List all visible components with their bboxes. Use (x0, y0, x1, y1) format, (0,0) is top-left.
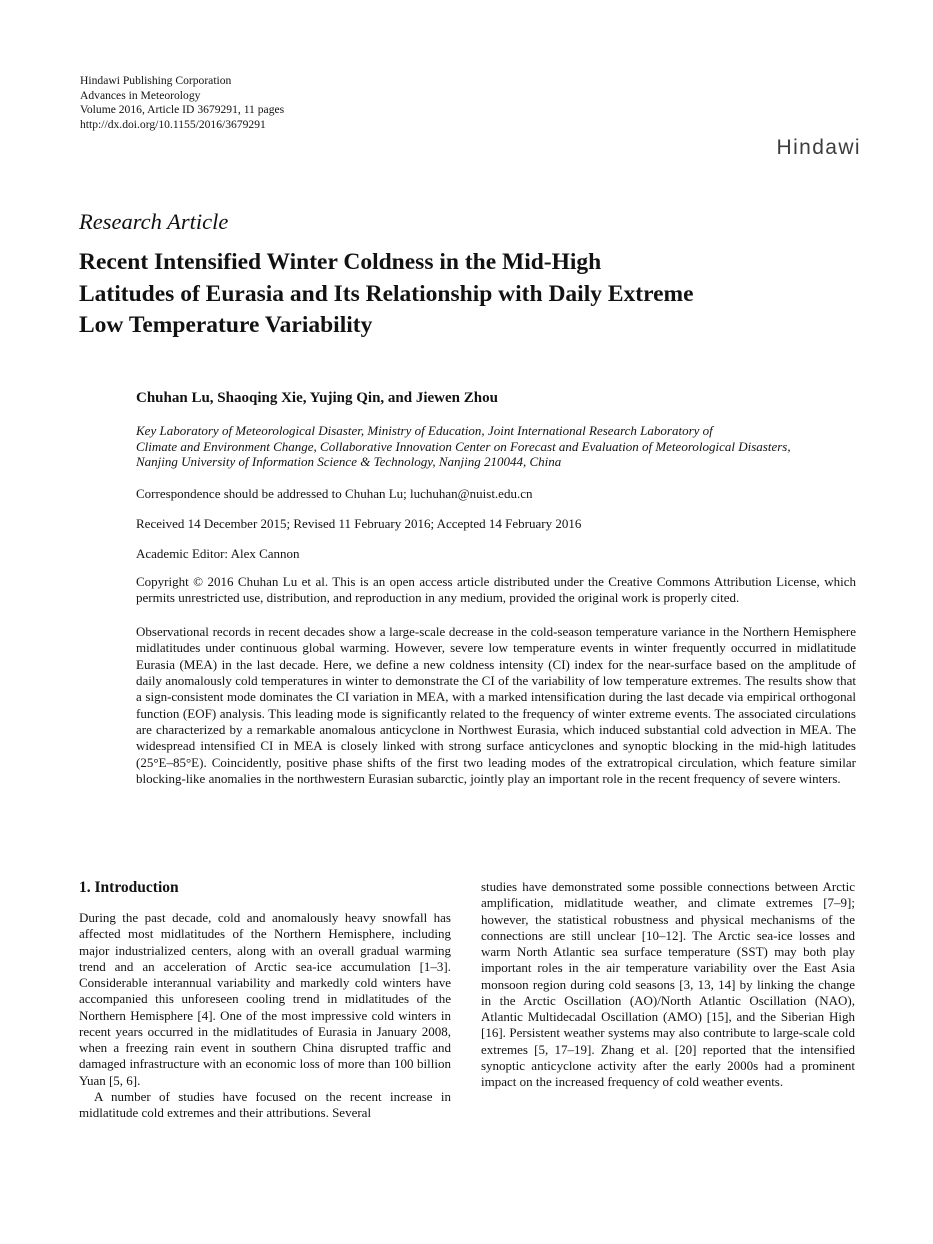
article-title (79, 247, 694, 342)
affiliation-line-1: Key Laboratory of Meteorological Disaster, Ministry of Education, Joint International Research Laboratory of (136, 423, 713, 438)
affiliation-line-2: Climate and Environment Change, Collaborative Innovation Center on Forecast and Evaluation of Meteorological Disasters, (136, 438, 791, 454)
intro-paragraph-2: A number of studies have focused on the recent increase in midlatitude cold extremes and their attributions. Several (79, 1088, 451, 1120)
article-type-label: Research Article (79, 209, 229, 234)
affiliation-line-3: Nanjing University of Information Science & Technology, Nanjing 210044, China (136, 454, 562, 470)
body-column-left (79, 879, 451, 1121)
journal-header (80, 74, 284, 132)
section-heading-introduction: 1. Introduction (79, 879, 179, 896)
academic-editor-line: Academic Editor: Alex Cannon (136, 546, 300, 561)
publisher-name: Hindawi Publishing Corporation (80, 74, 232, 87)
correspondence-line: Correspondence should be addressed to Chuhan Lu; luchuhan@nuist.edu.cn (136, 486, 533, 501)
intro-paragraph-2-continued: studies have demonstrated some possible connections between Arctic amplification, midlatitude weather, and climate extremes [7–9]; however, the statistical robustness and physical mechanisms of the connections are still unclear [10–12]. The Arctic sea-ice losses and warm North Atlantic sea surface temperature (SST) may both play important roles in the air temperature variability over the East Asia monsoon region during cold seasons [3, 13, 14] by linking the change in the Arctic Oscillation (AO)/North Atlantic Oscillation (NAO), Atlantic Multidecadal Oscillation (AMO) [15], and the Siberian High [16]. Persistent weather systems may also contribute to large-scale cold extremes [5, 17–19]. Zhang et al. [20] reported that the intensified synoptic anticyclone activity after the early 2000s had a prominent impact on the increased frequency of cold weather events. (481, 879, 855, 1089)
abstract-text: Observational records in recent decades show a large-scale decrease in the cold-season temperature variance in the Northern Hemisphere midlatitudes under continuous global warming. However, severe low temperature events in winter frequently occurred in midlatitude Eurasia (MEA) in the last decade. Here, we define a new coldness intensity (CI) index for the near-surface based on the amplitude of daily anomalously cold temperatures in winter to demonstrate the CI of the variability of low temperature extremes. The results show that a sign-consistent mode dominates the CI variation in MEA, with a marked intensification during the last decade via empirical orthogonal function (EOF) analysis. This leading mode is significantly related to the frequency of winter extreme events. The associated circulations are characterized by a remarkable anomalous anticyclone in Northwest Eurasia, which induced substantial cold advection in MEA. The widespread intensified CI in MEA is closely linked with strong surface anticyclones and synoptic blocking in the mid-high latitudes (25°E–85°E). Coincidently, positive phase shifts of the first two leading modes of the extratropical circulation, which feature similar blocking-like anomalies in the northwestern Eurasian subarctic, jointly play an important role in the recent frequency of severe winters. (136, 624, 856, 787)
journal-name: Advances in Meteorology (80, 88, 201, 102)
author-list: Chuhan Lu, Shaoqing Xie, Yujing Qin, and Jiewen Zhou (136, 390, 498, 406)
affiliation (136, 423, 791, 470)
copyright-notice: Copyright © 2016 Chuhan Lu et al. This is an open access article distributed under the Creative Commons Attribution License, which permits unrestricted use, distribution, and reproduction in any medium, provided the original work is properly cited. (136, 574, 856, 606)
hindawi-logo: Hindawi (776, 136, 861, 159)
article-title-line-2: Latitudes of Eurasia and Its Relationship with Daily Extreme (79, 280, 694, 307)
intro-paragraph-1: During the past decade, cold and anomalously heavy snowfall has affected most midlatitudes of the Northern Hemisphere, including major industrialized centers, along with an overall gradual warming trend and an acceleration of Arctic sea-ice accumulation [1–3]. Considerable interannual variability and markedly cold winters have accompanied this unforeseen cooling trend in midlatitudes of the Northern Hemisphere [4]. One of the most impressive cold winters in recent years occurred in the midlatitudes of Eurasia in January 2008, when a freezing rain event in southern China disrupted traffic and damaged infrastructure with an economic loss of more than 100 billion Yuan [5, 6]. (79, 910, 451, 1088)
doi-link[interactable]: http://dx.doi.org/10.1155/2016/3679291 (80, 117, 266, 131)
received-revised-accepted-line: Received 14 December 2015; Revised 11 February 2016; Accepted 14 February 2016 (136, 516, 582, 531)
article-id-line: Volume 2016, Article ID 3679291, 11 pages (80, 103, 285, 117)
body-column-right (481, 879, 855, 1090)
article-title-line-3: Low Temperature Variability (79, 312, 373, 338)
article-title-line-1: Recent Intensified Winter Coldness in the Mid-High (79, 249, 602, 275)
